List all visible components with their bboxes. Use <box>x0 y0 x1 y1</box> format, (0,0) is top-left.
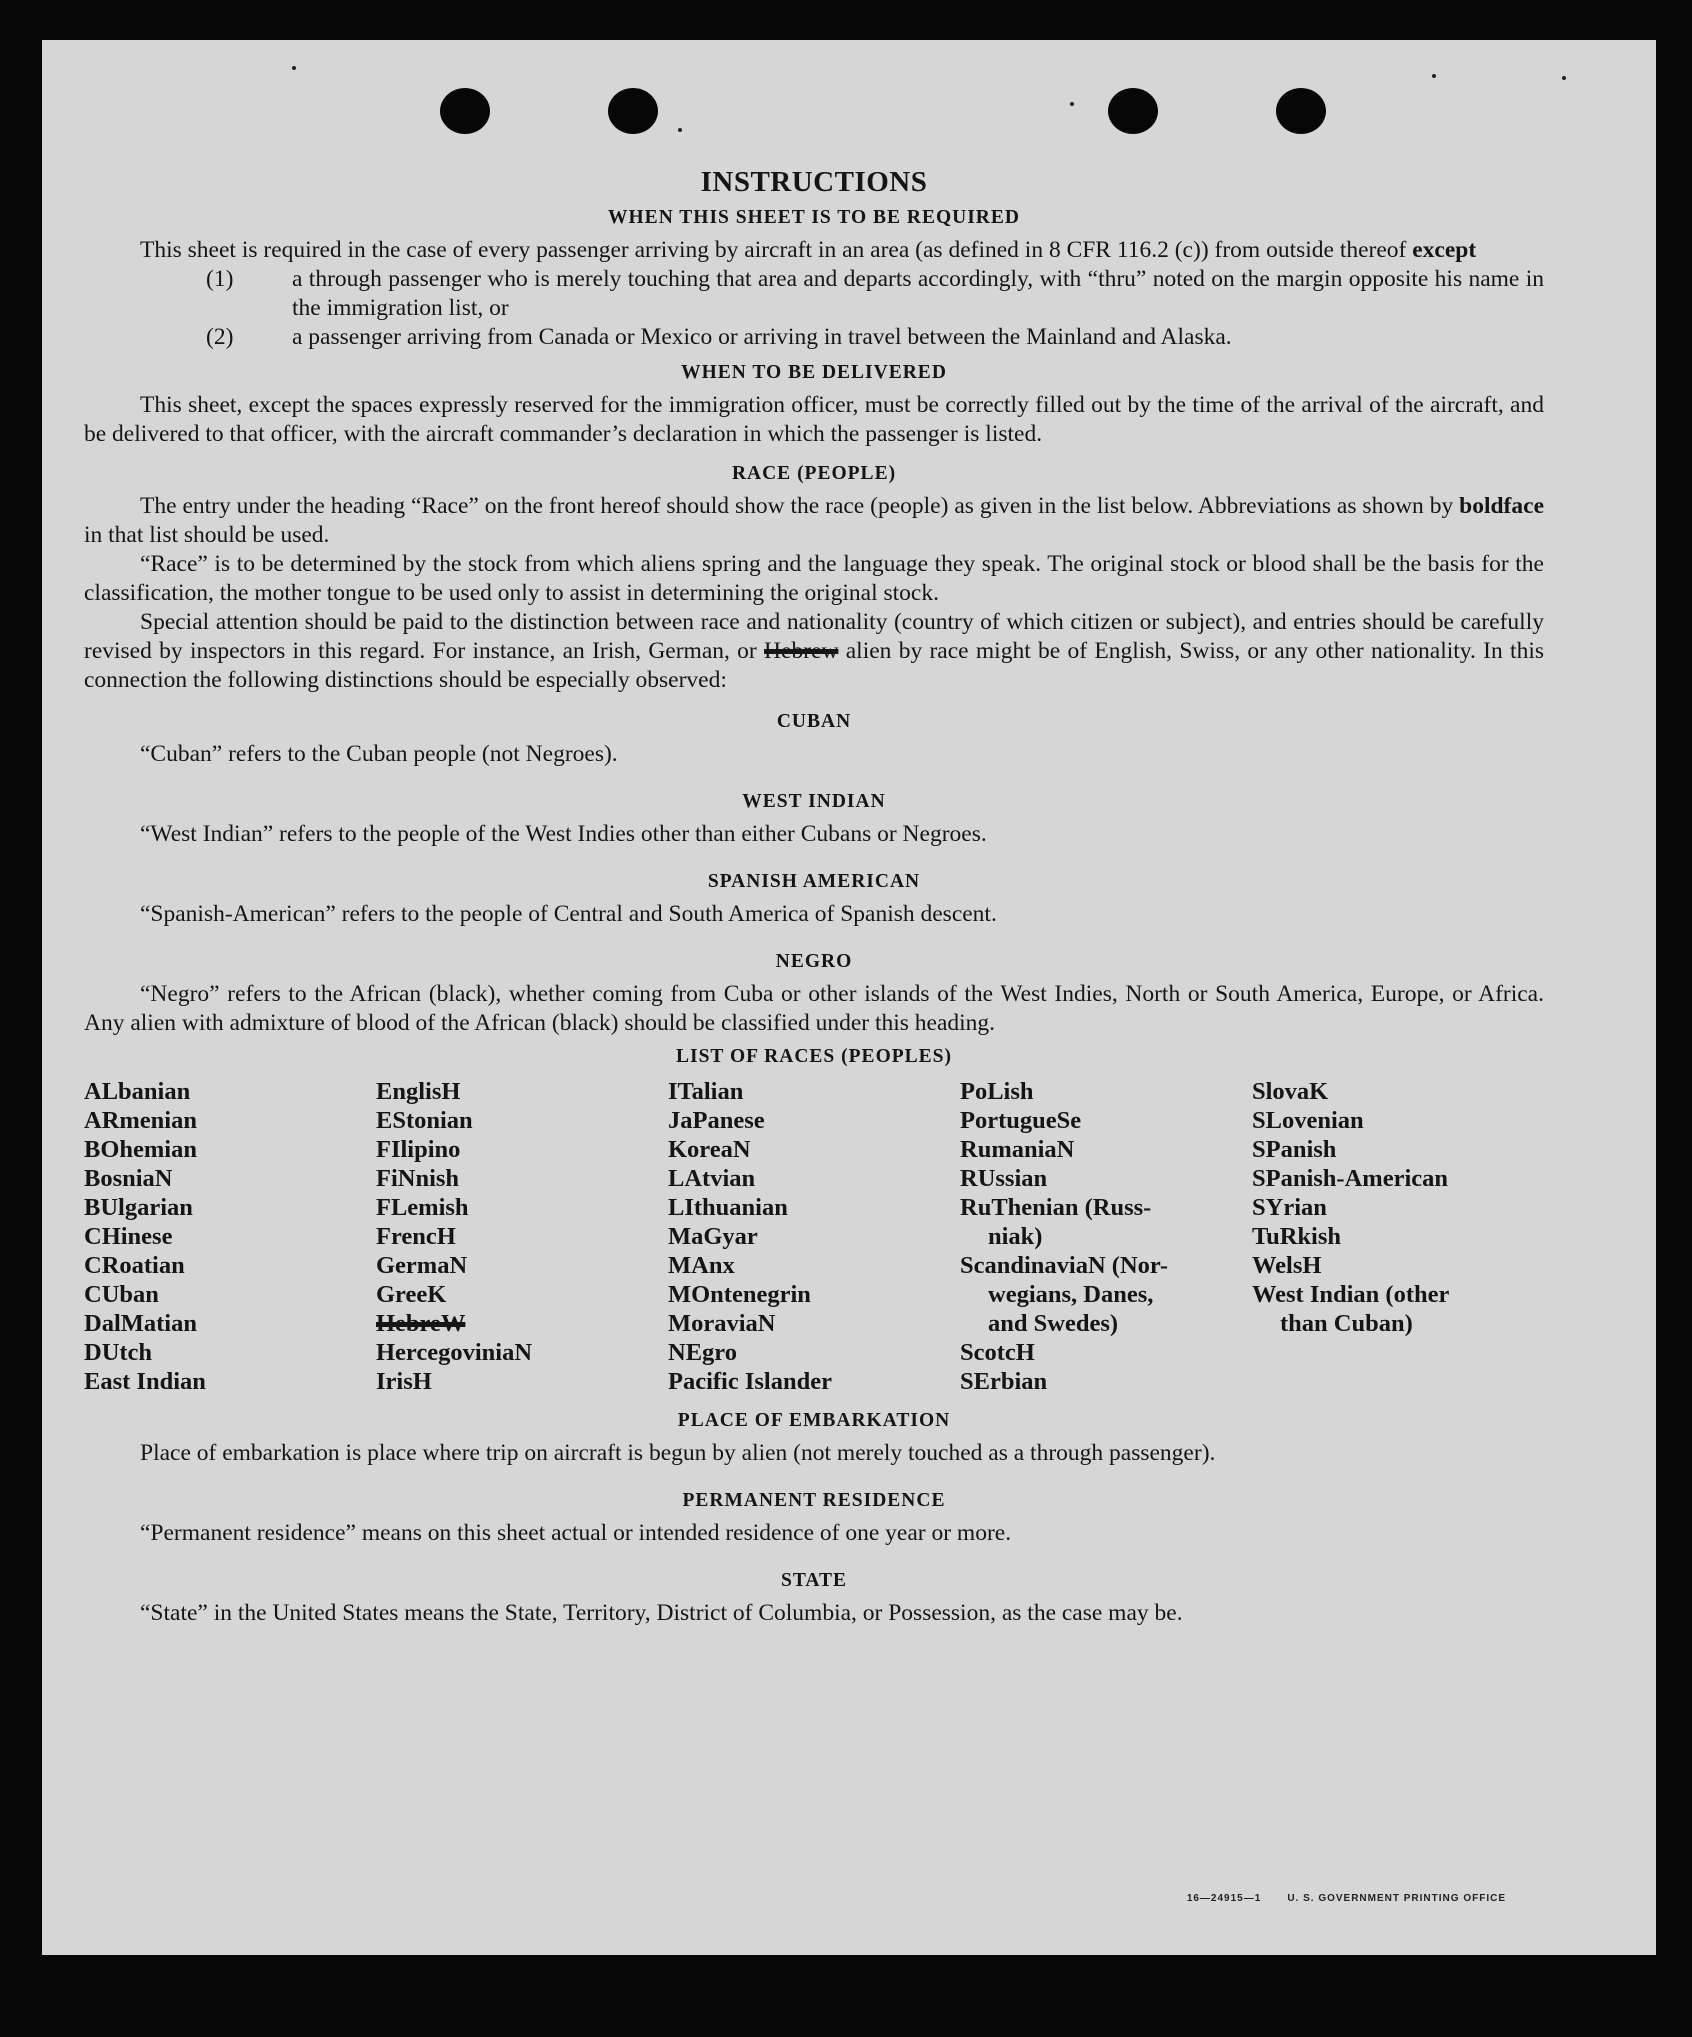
race-item: ALbanian <box>84 1078 191 1105</box>
race-item: FLemish <box>376 1194 469 1221</box>
race-item: ScandinaviaN (Nor- <box>960 1252 1169 1279</box>
speck <box>1562 76 1566 80</box>
race-item: KoreaN <box>668 1136 751 1163</box>
race-item: NEgro <box>668 1339 737 1366</box>
race-item: SYrian <box>1252 1194 1327 1221</box>
punch-hole <box>1108 88 1158 134</box>
race-item: SlovaK <box>1252 1078 1329 1105</box>
paragraph: “West Indian” refers to the people of the West Indies other than either Cubans or Negroes. <box>140 821 987 847</box>
race-item: East Indian <box>84 1368 206 1395</box>
section-heading: LIST OF RACES (PEOPLES) <box>675 1046 952 1067</box>
paragraph: Special attention should be paid to the distinction between race and nationality (country of which citizen or subject), and entries should be carefully revised by inspectors in this regard. For instance, an Irish, German, or Hebrew alien by race might be of English, Swiss, or any other nationality. In this connection the following distinctions should be especially observed: <box>84 609 1544 693</box>
race-column <box>376 1077 668 1396</box>
race-column <box>84 1077 376 1396</box>
race-item: LAtvian <box>668 1165 756 1192</box>
race-item: GreeK <box>376 1281 447 1308</box>
paragraph: Place of embarkation is place where trip on aircraft is begun by alien (not merely touched as a through passenger). <box>140 1440 1216 1466</box>
section-heading: WHEN TO BE DELIVERED <box>681 362 947 383</box>
race-item: SLovenian <box>1252 1107 1364 1134</box>
race-item: CUban <box>84 1281 159 1308</box>
paragraph: This sheet is required in the case of every passenger arriving by aircraft in an area (as defined in 8 CFR 116.2 (c)) from outside thereof except <box>140 237 1477 263</box>
race-item: Pacific Islander <box>668 1368 832 1395</box>
race-item: IrisH <box>376 1368 432 1395</box>
race-item: DUtch <box>84 1339 153 1366</box>
race-list <box>84 1077 1544 1396</box>
paragraph: This sheet, except the spaces expressly reserved for the immigration officer, must be correctly filled out by the time of the arrival of the aircraft, and be delivered to that officer, with the aircraft commander’s declaration in which the passenger is listed. <box>84 392 1544 447</box>
race-item: SPanish <box>1252 1136 1337 1163</box>
race-item: MOntenegrin <box>668 1281 811 1308</box>
race-item: PortugueSe <box>960 1107 1082 1134</box>
section-heading: CUBAN <box>776 711 852 732</box>
race-item: RumaniaN <box>960 1136 1075 1163</box>
race-item: CHinese <box>84 1223 173 1250</box>
paragraph: “State” in the United States means the State, Territory, District of Columbia, or Possession, as the case may be. <box>140 1600 1183 1626</box>
speck <box>292 66 296 70</box>
race-item: FrencH <box>376 1223 456 1250</box>
race-item: FiNnish <box>376 1165 460 1192</box>
printer-line: U. S. GOVERNMENT PRINTING OFFICE <box>1287 1893 1506 1904</box>
race-item: GermaN <box>376 1252 468 1279</box>
struck-word: Hebrew <box>764 638 839 664</box>
race-item: PoLish <box>960 1078 1034 1105</box>
speck <box>1432 74 1436 78</box>
race-item: RuThenian (Russ- <box>960 1194 1152 1221</box>
paragraph: “Spanish-American” refers to the people of Central and South America of Spanish descent. <box>140 901 997 927</box>
race-item: niak) <box>988 1223 1043 1250</box>
paragraph: “Permanent residence” means on this sheet actual or intended residence of one year or more. <box>140 1520 1012 1546</box>
race-item: EStonian <box>376 1107 473 1134</box>
section-heading: WHEN THIS SHEET IS TO BE REQUIRED <box>608 207 1020 228</box>
race-item: West Indian (other <box>1252 1281 1450 1308</box>
paragraph: “Race” is to be determined by the stock from which aliens spring and the language they speak. The original stock or blood shall be the basis for the classification, the mother tongue to be used only to assist in determining the original stock. <box>84 551 1544 606</box>
race-column <box>668 1077 960 1396</box>
instructions-body <box>84 168 1544 1628</box>
race-item: wegians, Danes, <box>988 1281 1154 1308</box>
section-heading: PLACE OF EMBARKATION <box>677 1410 951 1431</box>
race-column <box>1252 1077 1544 1396</box>
punch-hole <box>1276 88 1326 134</box>
race-item: TuRkish <box>1252 1223 1342 1250</box>
race-item: BosniaN <box>84 1165 173 1192</box>
race-item: MaGyar <box>668 1223 758 1250</box>
race-item: BUlgarian <box>84 1194 193 1221</box>
race-item: LIthuanian <box>668 1194 788 1221</box>
punch-hole <box>440 88 490 134</box>
race-item: ARmenian <box>84 1107 197 1134</box>
race-item: CRoatian <box>84 1252 185 1279</box>
section-heading: PERMANENT RESIDENCE <box>682 1490 946 1511</box>
form-number: 16—24915—1 <box>1186 1893 1262 1904</box>
list-item: (1) a through passenger who is merely touching that area and departs accordingly, with “thru” noted on the margin opposite his name in the immigration list, or <box>206 266 1544 321</box>
race-item: MoraviaN <box>668 1310 776 1337</box>
document-sheet <box>42 40 1656 1955</box>
paragraph: “Negro” refers to the African (black), whether coming from Cuba or other islands of the West Indies, North or South America, Europe, or Africa. Any alien with admixture of blood of the African (black) should be classified under this heading. <box>84 981 1544 1036</box>
race-item: JaPanese <box>668 1107 765 1134</box>
race-item: BOhemian <box>84 1136 197 1163</box>
race-item: RUssian <box>960 1165 1048 1192</box>
paragraph: “Cuban” refers to the Cuban people (not Negroes). <box>140 741 618 767</box>
paragraph: The entry under the heading “Race” on the front hereof should show the race (people) as given in the list below. Abbreviations as shown by boldface in that list should be used. <box>84 493 1544 548</box>
race-column <box>960 1077 1252 1396</box>
section-heading: NEGRO <box>775 951 853 972</box>
exception-list <box>84 265 1544 352</box>
race-item: and Swedes) <box>988 1310 1119 1337</box>
race-item: HercegoviniaN <box>376 1339 533 1366</box>
race-item-struck: HebreW <box>376 1310 466 1337</box>
race-item: ScotcH <box>960 1339 1035 1366</box>
race-item: WelsH <box>1252 1252 1322 1279</box>
race-item: SPanish-American <box>1252 1165 1448 1192</box>
race-item: ITalian <box>668 1078 744 1105</box>
page-title: INSTRUCTIONS <box>700 166 928 198</box>
list-item: (2) a passenger arriving from Canada or Mexico or arriving in travel between the Mainland and Alaska. <box>206 324 1232 350</box>
speck <box>1070 102 1074 106</box>
race-item: than Cuban) <box>1280 1310 1413 1337</box>
section-heading: WEST INDIAN <box>742 791 886 812</box>
race-item: MAnx <box>668 1252 735 1279</box>
section-heading: RACE (PEOPLE) <box>731 463 897 484</box>
race-item: FIlipino <box>376 1136 461 1163</box>
punch-hole <box>608 88 658 134</box>
race-item: SErbian <box>960 1368 1048 1395</box>
race-item: DalMatian <box>84 1310 197 1337</box>
print-code <box>1187 1893 1506 1904</box>
speck <box>678 128 682 132</box>
section-heading: STATE <box>780 1570 848 1591</box>
race-item: EnglisH <box>376 1078 461 1105</box>
section-heading: SPANISH AMERICAN <box>707 871 921 892</box>
